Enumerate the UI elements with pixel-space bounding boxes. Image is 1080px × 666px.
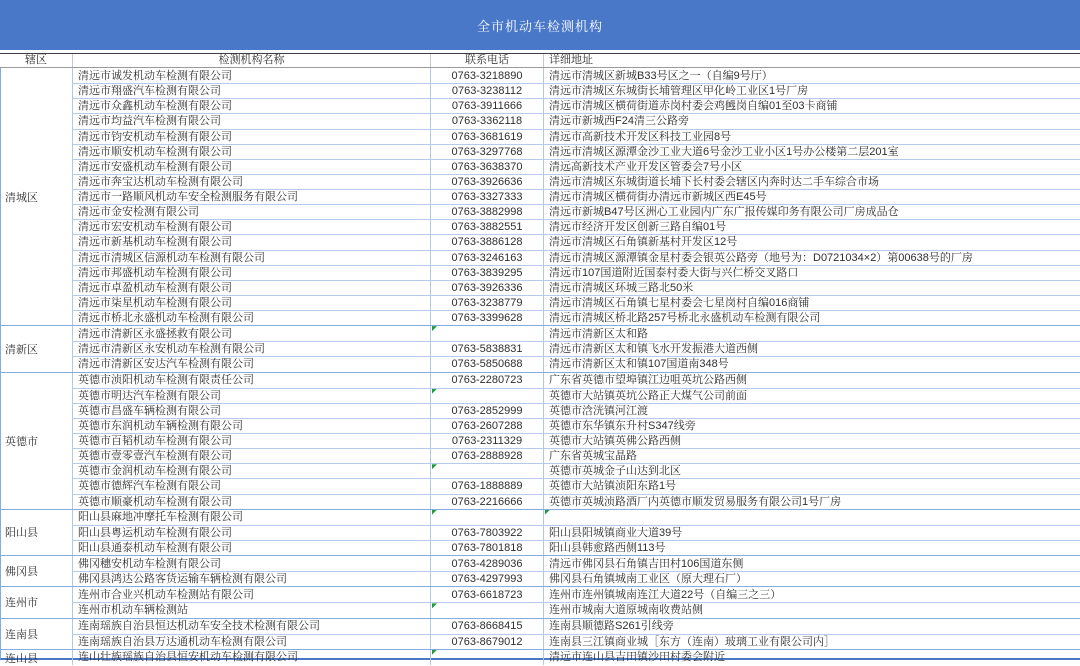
table-row [72,310,1080,325]
district-rows [72,373,1080,509]
phone-cell[interactable]: 0763-2311329 [430,434,543,448]
district-section [1,586,1080,617]
table-row [72,265,1080,280]
address-cell[interactable]: 英德市英城金子山达到北区 [543,464,1080,478]
table-row [72,189,1080,204]
agency-name-cell[interactable]: 清远市桥北永盛机动车检测有限公司 [72,311,430,325]
phone-cell[interactable] [430,650,543,665]
district-section [1,649,1080,666]
address-cell[interactable]: 广东省英德市望埠镇江边咀英坑公路西侧 [543,373,1080,388]
table-row [72,525,1080,540]
agency-name-cell[interactable]: 英德市金润机动车检测有限公司 [72,464,430,478]
phone-cell[interactable]: 0763-2280723 [430,373,543,388]
district-rows [72,326,1080,371]
address-cell[interactable]: 清远高新技术产业开发区管委会7号小区 [543,160,1080,174]
phone-cell[interactable]: 0763-3238779 [430,296,543,310]
phone-cell[interactable]: 0763-1888889 [430,479,543,493]
table-row [72,587,1080,602]
col-header-district[interactable]: 辖区 [25,54,47,66]
address-cell[interactable]: 清远市高新技术开发区科技工业园8号 [543,130,1080,144]
phone-cell[interactable]: 0763-2216666 [430,495,543,509]
phone-cell[interactable]: 0763-3246163 [430,251,543,265]
table-row [72,356,1080,371]
address-cell[interactable]: 英德市大站镇英坑公路正大煤气公司前面 [543,389,1080,403]
agency-table [0,68,1080,665]
district-rows [72,556,1080,586]
phone-cell[interactable]: 0763-3926336 [430,281,543,295]
agency-name-cell[interactable]: 清远市钧安机动车检测有限公司 [72,130,430,144]
table-row [72,113,1080,128]
phone-cell[interactable]: 0763-6618723 [430,587,543,602]
address-cell[interactable]: 阳山县阳城镇商业大道39号 [543,526,1080,540]
district-rows [72,619,1080,649]
district-section [1,555,1080,586]
table-row [72,602,1080,617]
district-cell[interactable]: 连州市 [5,597,38,610]
agency-name-cell[interactable]: 清远市安盛机动车检测有限公司 [72,160,430,174]
phone-cell[interactable]: 0763-3911666 [430,99,543,113]
agency-name-cell[interactable]: 清远市顺安机动车检测有限公司 [72,145,430,159]
address-cell[interactable]: 清远市清新区太和镇107国道南348号 [543,357,1080,371]
district-cell[interactable]: 阳山县 [5,527,38,540]
table-row [72,619,1080,634]
phone-cell[interactable]: 0763-3327333 [430,190,543,204]
district-rows [72,510,1080,555]
table-header [0,53,1080,68]
district-rows [72,587,1080,617]
phone-cell[interactable]: 0763-2607288 [430,419,543,433]
phone-cell[interactable]: 0763-3362118 [430,114,543,128]
address-cell[interactable]: 清远市清城区源潭金沙工业大道6号金沙工业小区1号办公楼第二层201室 [543,145,1080,159]
agency-name-cell[interactable]: 清远市奔宝达机动车检测有限公司 [72,175,430,189]
address-cell[interactable] [543,510,1080,525]
table-row [72,634,1080,649]
agency-name-cell[interactable]: 清远市新基机动车检测有限公司 [72,235,430,249]
agency-name-cell[interactable]: 英德市浈阳机动车检测有限责任公司 [72,373,430,388]
table-row [72,571,1080,586]
district-cell[interactable]: 连南县 [5,628,38,641]
phone-cell[interactable] [430,389,543,403]
agency-name-cell[interactable]: 清远市均益汽车检测有限公司 [72,114,430,128]
address-cell[interactable]: 连南县三江镇商业城［东方（连南）玻璃工业有限公司内］ [543,635,1080,649]
phone-cell[interactable] [430,464,543,478]
agency-name-cell[interactable]: 佛冈县鸿达公路客货运输车辆检测有限公司 [72,572,430,586]
address-cell[interactable]: 清远市清城区横荷街办清远市新城区西E45号 [543,190,1080,204]
agency-name-cell[interactable]: 清远市宏安机动车检测有限公司 [72,220,430,234]
table-row [72,463,1080,478]
address-cell[interactable]: 连州市连州镇城南连江大道22号（自编三之三） [543,587,1080,602]
agency-name-cell[interactable]: 英德市顺豪机动车检测有限公司 [72,495,430,509]
col-header-address[interactable]: 详细地址 [543,54,1080,67]
table-row [72,326,1080,341]
address-cell[interactable]: 阳山县韩愈路西侧113号 [543,541,1080,555]
address-cell[interactable]: 清远市清城区横荷街道赤岗村委会鸡乸岗自编01至03卡商铺 [543,99,1080,113]
table-row [72,174,1080,189]
agency-name-cell[interactable]: 佛冈穗安机动车检测有限公司 [72,556,430,571]
district-section [1,618,1080,649]
phone-cell[interactable]: 0763-2852999 [430,404,543,418]
address-cell[interactable]: 清远市清城区东城街长埔管理区甲化岭工业区1号厂房 [543,84,1080,98]
address-cell[interactable]: 清远市清城区石角镇新基村开发区12号 [543,235,1080,249]
agency-name-cell[interactable]: 英德市明达汽车检测有限公司 [72,389,430,403]
table-row [72,478,1080,493]
agency-name-cell[interactable]: 连州市机动车辆检测站 [72,603,430,617]
address-cell[interactable]: 清远市经济开发区创新三路自编01号 [543,220,1080,234]
phone-cell[interactable] [430,326,543,341]
phone-cell[interactable]: 0763-7803922 [430,526,543,540]
phone-cell[interactable]: 0763-3638370 [430,160,543,174]
district-section [1,68,1080,325]
address-cell[interactable]: 清远市清新区太和镇飞水开发振港大道西侧 [543,342,1080,356]
table-row [72,341,1080,356]
address-cell[interactable]: 英德市浛洸镇河江渡 [543,404,1080,418]
phone-cell[interactable]: 0763-8679012 [430,635,543,649]
phone-cell[interactable]: 0763-3839295 [430,266,543,280]
table-row [72,204,1080,219]
phone-cell[interactable]: 0763-5838831 [430,342,543,356]
table-row [72,144,1080,159]
table-row [72,494,1080,509]
agency-name-cell[interactable]: 阳山县麻地冲摩托车检测有限公司 [72,510,430,525]
table-row [72,234,1080,249]
agency-name-cell[interactable]: 英德市东润机动车辆检测有限公司 [72,419,430,433]
table-row [72,388,1080,403]
address-cell[interactable]: 英德市英城浈路酒厂内英德市顺发贸易服务有限公司1号厂房 [543,495,1080,509]
phone-cell[interactable]: 0763-4289036 [430,556,543,571]
district-cell[interactable]: 清城区 [5,191,38,204]
cell-note-flag-icon [545,510,550,515]
agency-name-cell[interactable]: 清远市翔盛汽车检测有限公司 [72,84,430,98]
agency-name-cell[interactable]: 清远市诚发机动车检测有限公司 [72,68,430,83]
table-row [72,68,1080,83]
agency-name-cell[interactable]: 连南瑶族自治县万达通机动车检测有限公司 [72,635,430,649]
agency-name-cell[interactable]: 清远市柒星机动车检测有限公司 [72,296,430,310]
table-row [72,510,1080,525]
agency-name-cell[interactable]: 清远市金安检测有限公司 [72,205,430,219]
agency-name-cell[interactable]: 阳山县通泰机动车检测有限公司 [72,541,430,555]
agency-name-cell[interactable]: 清远市一路顺风机动车安全检测服务有限公司 [72,190,430,204]
agency-name-cell[interactable]: 清远市众鑫机动车检测有限公司 [72,99,430,113]
phone-cell[interactable]: 0763-7801818 [430,541,543,555]
agency-name-cell[interactable]: 英德市德辉汽车检测有限公司 [72,479,430,493]
agency-name-cell[interactable]: 清远市清新区永盛拯救有限公司 [72,326,430,341]
address-cell[interactable]: 清远市清城区东城街道长埔下长村委会辖区内奔时达二手车综合市场 [543,175,1080,189]
agency-name-cell[interactable]: 清远市清城区信源机动车检测有限公司 [72,251,430,265]
table-row [72,540,1080,555]
address-cell[interactable]: 连州市城南大道原城南收费站侧 [543,603,1080,617]
cell-note-flag-icon [432,326,437,331]
agency-name-cell[interactable]: 英德市昌盛车辆检测有限公司 [72,404,430,418]
district-section [1,509,1080,555]
table-row [72,129,1080,144]
address-cell[interactable]: 清远市107国道附近国泰村委大街与兴仁桥交叉路口 [543,266,1080,280]
phone-cell[interactable]: 0763-3297768 [430,145,543,159]
table-row [72,448,1080,463]
phone-cell[interactable]: 0763-8668415 [430,619,543,634]
address-cell[interactable]: 清远市清城区桥北路257号桥北永盛机动车检测有限公司 [543,311,1080,325]
table-row [72,250,1080,265]
phone-cell[interactable]: 0763-3882551 [430,220,543,234]
address-cell[interactable]: 清远市连山县吉田镇沙田村委会附近 [543,650,1080,665]
agency-name-cell[interactable]: 清远市清新区永安机动车检测有限公司 [72,342,430,356]
district-section [1,372,1080,509]
agency-name-cell[interactable]: 英德市百韬机动车检测有限公司 [72,434,430,448]
address-cell[interactable]: 清远市清新区太和路 [543,326,1080,341]
agency-name-cell[interactable]: 连州市合业兴机动车检测站有限公司 [72,587,430,602]
table-row [72,159,1080,174]
col-header-phone[interactable]: 联系电话 [430,54,543,67]
address-cell[interactable]: 清远市清城区环城三路北50米 [543,281,1080,295]
address-cell[interactable]: 清远市清城区源潭镇金星村委会银英公路旁（地号为：D0721034×2）第00638号的厂房 [543,251,1080,265]
table-row [72,373,1080,388]
table-row [72,556,1080,571]
phone-cell[interactable] [430,510,543,525]
table-row [72,650,1080,665]
address-cell[interactable]: 英德市大站镇英佛公路西侧 [543,434,1080,448]
agency-name-cell[interactable]: 连南瑶族自治县恒达机动车安全技术检测有限公司 [72,619,430,634]
cell-note-flag-icon [432,464,437,469]
cell-note-flag-icon [432,650,437,655]
table-row [72,418,1080,433]
table-row [72,433,1080,448]
district-cell[interactable]: 佛冈县 [5,566,38,579]
agency-name-cell[interactable]: 清远市清新区安达汽车检测有限公司 [72,357,430,371]
phone-cell[interactable]: 0763-5850688 [430,357,543,371]
address-cell[interactable]: 英德市东华镇东升村S347线旁 [543,419,1080,433]
address-cell[interactable]: 英德市大站镇浈阳东路1号 [543,479,1080,493]
cell-note-flag-icon [432,510,437,515]
table-row [72,83,1080,98]
agency-name-cell[interactable]: 连山壮族瑶族自治县恒安机动车检测有限公司 [72,650,430,665]
address-cell[interactable]: 清远市佛冈县石角镇吉田村106国道东侧 [543,556,1080,571]
agency-name-cell[interactable]: 清远市邦盛机动车检测有限公司 [72,266,430,280]
district-rows [72,650,1080,666]
district-cell[interactable]: 连山县 [5,652,38,665]
agency-name-cell[interactable]: 阳山县粤运机动车检测有限公司 [72,526,430,540]
district-section [1,325,1080,371]
district-cell[interactable]: 英德市 [5,435,38,448]
table-row [72,403,1080,418]
address-cell[interactable]: 佛冈县石角镇城南工业区（原大理石厂） [543,572,1080,586]
cell-note-flag-icon [432,603,437,608]
address-cell[interactable]: 清远市清城区新城B33号区之一（自编9号厅） [543,68,1080,83]
phone-cell[interactable]: 0763-3238112 [430,84,543,98]
table-row [72,295,1080,310]
table-row [72,280,1080,295]
district-cell[interactable]: 清新区 [5,343,38,356]
address-cell[interactable]: 清远市新城西F24清三公路旁 [543,114,1080,128]
phone-cell[interactable]: 0763-3399628 [430,311,543,325]
page-title: 全市机动车检测机构 [0,0,1080,50]
address-cell[interactable]: 连南县顺德路S261引线旁 [543,619,1080,634]
phone-cell[interactable]: 0763-3886128 [430,235,543,249]
district-rows [72,68,1080,325]
phone-cell[interactable]: 0763-3218890 [430,68,543,83]
address-cell[interactable]: 广东省英城宝晶路 [543,449,1080,463]
phone-cell[interactable]: 0763-3926636 [430,175,543,189]
cell-note-flag-icon [432,389,437,394]
agency-name-cell[interactable]: 英德市壹零壹汽车检测有限公司 [72,449,430,463]
col-header-agency-name[interactable]: 检测机构名称 [72,54,430,67]
phone-cell[interactable]: 0763-2888928 [430,449,543,463]
table-row [72,98,1080,113]
phone-cell[interactable]: 0763-3882998 [430,205,543,219]
phone-cell[interactable] [430,603,543,617]
table-row [72,219,1080,234]
phone-cell[interactable]: 0763-3681619 [430,130,543,144]
address-cell[interactable]: 清远市清城区石角镇七星村委会七星岗村自编016商铺 [543,296,1080,310]
address-cell[interactable]: 清远市新城B47号区洲心工业园内广东广报传媒印务有限公司厂房成品仓 [543,205,1080,219]
phone-cell[interactable]: 0763-4297993 [430,572,543,586]
agency-name-cell[interactable]: 清远市卓盈机动车检测有限公司 [72,281,430,295]
